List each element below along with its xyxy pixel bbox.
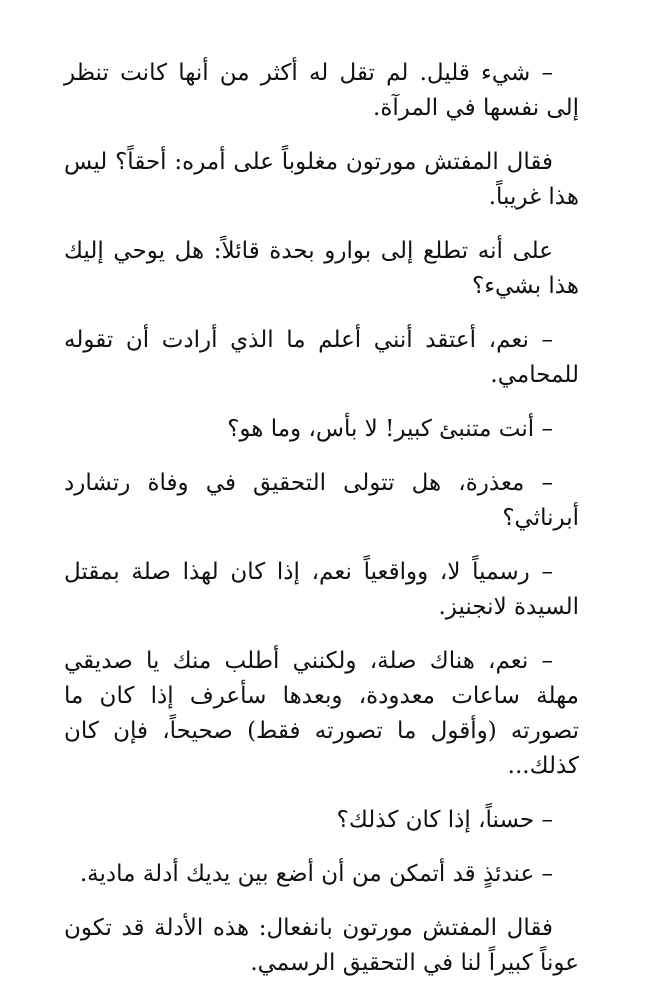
paragraph-4: – نعم، أعتقد أنني أعلم ما الذي أرادت أن تقوله للمحامي.: [64, 327, 579, 388]
paragraph-5: – أنت متنبئ كبير! لا بأس، وما هو؟: [227, 416, 553, 442]
paragraph-7: – رسمياً لا، وواقعياً نعم، إذا كان لهذا صلة بمقتل السيدة لانجنيز.: [64, 559, 579, 620]
paragraph-6: – معذرة، هل تتولى التحقيق في وفاة رتشارد أبرناثي؟: [64, 470, 579, 531]
paragraph-11: فقال المفتش مورتون بانفعال: هذه الأدلة قد تكون عوناً كبيراً لنا في التحقيق الرسمي.: [64, 915, 579, 976]
paragraph-3: على أنه تطلع إلى بوارو بحدة قائلاً: هل يوحي إليك هذا بشيء؟: [64, 238, 579, 299]
paragraph-9: – حسناً، إذا كان كذلك؟: [336, 807, 553, 833]
paragraph-8: – نعم، هناك صلة، ولكنني أطلب منك يا صديقي مهلة ساعات معدودة، وبعدها سأعرف إذا كان ما تصورته (وأقول ما تصورته فقط) صحيحاً، فإن كان كذلك...: [64, 648, 579, 779]
paragraph-10: – عندئذٍ قد أتمكن من أن أضع بين يديك أدلة مادية.: [79, 861, 553, 887]
paragraph-1: – شيء قليل. لم تقل له أكثر من أنها كانت تنظر إلى نفسها في المرآة.: [64, 60, 579, 121]
paragraph-2: فقال المفتش مورتون مغلوباً على أمره: أحقاً؟ ليس هذا غريباً.: [64, 149, 579, 210]
book-page: [64, 56, 579, 1000]
